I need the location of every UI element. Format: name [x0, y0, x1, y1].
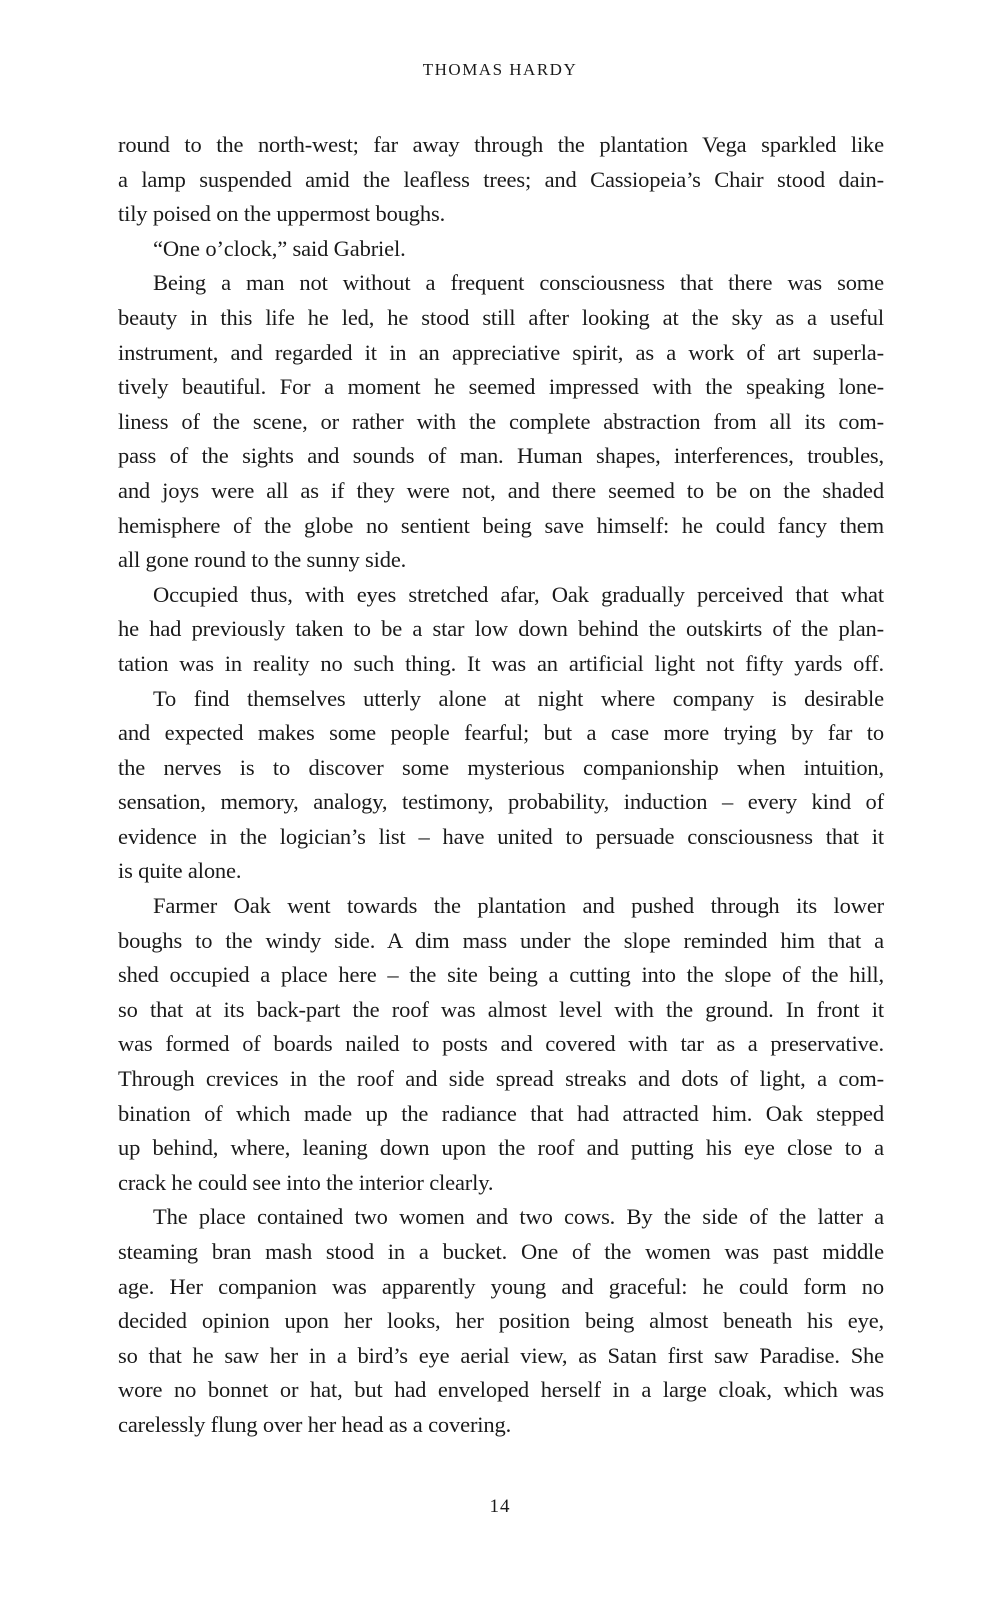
text-line: tily poised on the uppermost boughs. — [118, 201, 446, 227]
text-line: decided opinion upon her looks, her position being almost beneath his eye, — [118, 1308, 884, 1334]
text-line: he had previously taken to be a star low down behind the outskirts of the plan- — [118, 616, 884, 642]
text-line: “One o’clock,” said Gabriel. — [153, 235, 406, 261]
text-line: Occupied thus, with eyes stretched afar, Oak gradually perceived that what — [153, 581, 884, 607]
text-line: beauty in this life he led, he stood still after looking at the sky as a useful — [118, 304, 884, 330]
running-head: THOMAS HARDY — [422, 60, 578, 79]
text-line: Being a man not without a frequent consciousness that there was some — [153, 270, 884, 296]
text-line: To find themselves utterly alone at night where company is desirable — [153, 685, 884, 711]
text-line: boughs to the windy side. A dim mass under the slope reminded him that a — [118, 927, 884, 953]
text-line: and joys were all as if they were not, and there seemed to be on the shaded — [118, 477, 884, 503]
text-line: tively beautiful. For a moment he seemed impressed with the speaking lone- — [118, 374, 884, 400]
text-line: is quite alone. — [118, 858, 242, 884]
text-line: wore no bonnet or hat, but had enveloped herself in a large cloak, which was — [118, 1377, 884, 1403]
text-line: evidence in the logician’s list – have united to persuade consciousness that it — [118, 823, 884, 849]
text-line: and expected makes some people fearful; but a case more trying by far to — [118, 720, 884, 746]
text-line: a lamp suspended amid the leafless trees; and Cassiopeia’s Chair stood dain- — [118, 166, 884, 192]
text-line: sensation, memory, analogy, testimony, probability, induction – every kind of — [118, 789, 884, 815]
text-line: the nerves is to discover some mysterious companionship when intuition, — [118, 754, 884, 780]
text-line: so that at its back-part the roof was almost level with the ground. In front it — [118, 996, 884, 1022]
text-line: age. Her companion was apparently young and graceful: he could form no — [118, 1273, 884, 1299]
text-line: Farmer Oak went towards the plantation and pushed through its lower — [153, 893, 884, 919]
text-line: all gone round to the sunny side. — [118, 547, 407, 573]
page-number: 14 — [489, 1496, 511, 1517]
body-text — [118, 128, 884, 1443]
text-line: liness of the scene, or rather with the complete abstraction from all its com- — [118, 408, 884, 434]
text-line: up behind, where, leaning down upon the roof and putting his eye close to a — [118, 1135, 884, 1161]
text-line: steaming bran mash stood in a bucket. One of the women was past middle — [118, 1239, 884, 1264]
text-line: The place contained two women and two cows. By the side of the latter a — [153, 1204, 884, 1230]
text-line: Through crevices in the roof and side spread streaks and dots of light, a com- — [118, 1066, 884, 1092]
text-line: instrument, and regarded it in an appreciative spirit, as a work of art superla- — [118, 339, 884, 365]
text-line: carelessly flung over her head as a covering. — [118, 1411, 512, 1437]
text-line: bination of which made up the radiance that had attracted him. Oak stepped — [118, 1100, 884, 1126]
text-line: shed occupied a place here – the site being a cutting into the slope of the hill, — [118, 962, 884, 988]
text-line: so that he saw her in a bird’s eye aerial view, as Satan first saw Paradise. She — [118, 1342, 884, 1368]
text-line: was formed of boards nailed to posts and covered with tar as a preservative. — [118, 1031, 884, 1057]
text-line: round to the north-west; far away through the plantation Vega sparkled like — [118, 132, 884, 157]
text-line: tation was in reality no such thing. It was an artificial light not fifty yards off. — [118, 650, 884, 676]
text-line: crack he could see into the interior clearly. — [118, 1169, 494, 1195]
text-line: hemisphere of the globe no sentient being save himself: he could fancy them — [118, 512, 884, 538]
text-line: pass of the sights and sounds of man. Human shapes, interferences, troubles, — [118, 443, 884, 469]
